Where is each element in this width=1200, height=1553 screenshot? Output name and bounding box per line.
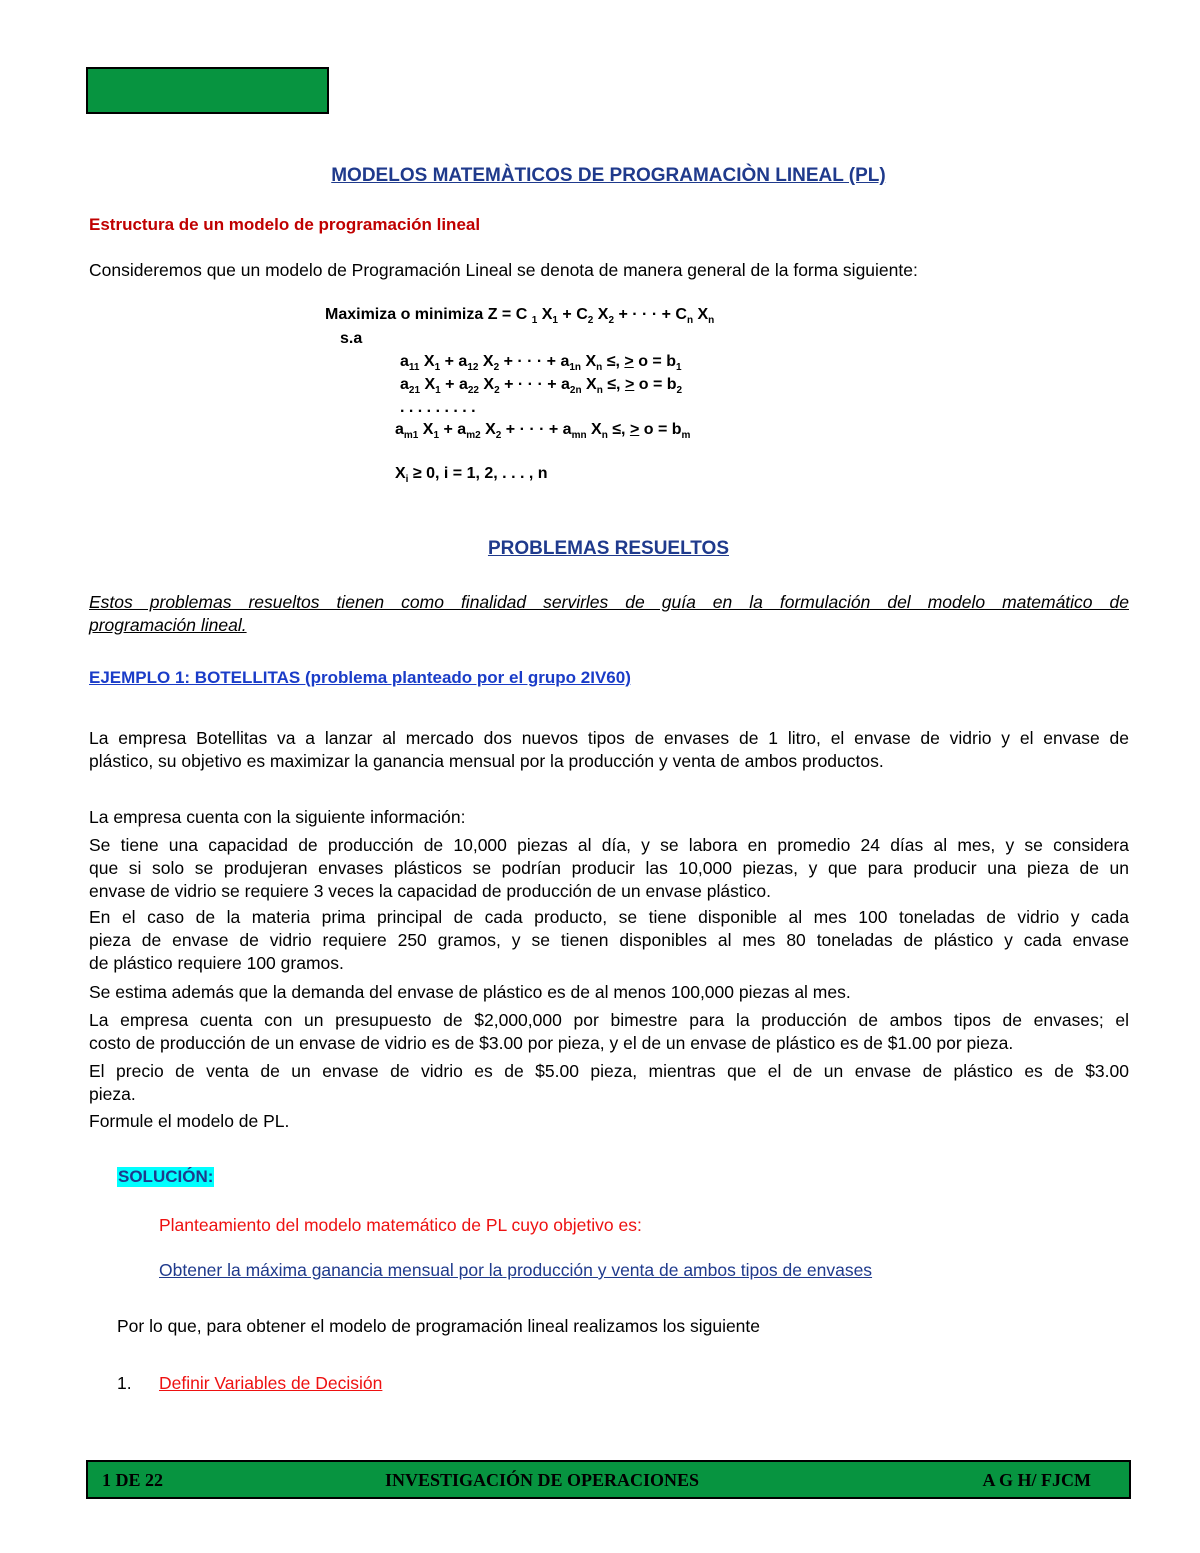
- text-line: que si solo se produjeran envases plásticos se podrían producir las 10,000 piezas, y que para producir una pieza de un: [89, 858, 1129, 878]
- example-paragraph-1: [89, 727, 1129, 773]
- example-paragraph-3: [89, 834, 1129, 903]
- model-constraint-2: $a_{21}$ $X_1 + a_{22}$ $X_2$ + · · · + $a_{2n}$ $X_n$ ≤, > $o = b_2$: [400, 376, 683, 397]
- header-green-box: [86, 67, 329, 114]
- model-constraint-1: $a_{11}$ $X_1 + a_{12}$ $X_2$ + · · · + $a_{1n}$ $X_n$ ≤, > $o = b_1$: [400, 353, 682, 374]
- example-paragraph-7: [89, 1060, 1129, 1106]
- text-line: plástico, su objetivo es maximizar la ganancia mensual por la producción y venta de ambos productos.: [89, 751, 884, 771]
- model-constraint-m: $a_{m1}$ $X_1 + a_{m2}$ $X_2$ + · · · + $a_{mn}$ $X_n$ ≤, > $o = b_m$: [395, 421, 691, 442]
- text-line: costo de producción de un envase de vidrio es de $3.00 por pieza, y el de un envase de plástico es de $1.00 por pieza.: [89, 1033, 1014, 1053]
- footer-page-number: 1 DE 22: [102, 1470, 164, 1490]
- problems-intro-line: Estos problemas resueltos tienen como finalidad servirles de guía en la formulación del modelo matemático de: [89, 592, 1129, 612]
- problems-intro-line: programación lineal.: [89, 615, 247, 635]
- text-line: La empresa cuenta con un presupuesto de $2,000,000 por bimestre para la producción de ambos tipos de envases; el: [89, 1010, 1129, 1030]
- footer-author: A G H/ FJCM: [982, 1470, 1091, 1490]
- problems-intro: [89, 591, 1129, 637]
- example-paragraph-4: [89, 906, 1129, 975]
- model-objective-prefix: Maximiza o minimiza Z = C: [325, 306, 528, 323]
- text-line: Se tiene una capacidad de producción de 10,000 piezas al día, y se labora en promedio 24 días al mes, y se considera: [89, 835, 1129, 855]
- example-paragraph-2: La empresa cuenta con la siguiente información:: [89, 807, 466, 827]
- solution-planteamiento: Planteamiento del modelo matemático de PL cuyo objetivo es:: [159, 1215, 642, 1235]
- model-dots: . . . . . . . . .: [400, 399, 476, 416]
- step-1-label[interactable]: Definir Variables de Decisión: [159, 1373, 383, 1393]
- text-line: La empresa Botellitas va a lanzar al mercado dos nuevos tipos de envases de 1 litro, el envase de vidrio y el envase de: [89, 728, 1129, 748]
- solution-steps-intro: Por lo que, para obtener el modelo de programación lineal realizamos los siguiente: [117, 1316, 761, 1336]
- step-1-number: 1.: [117, 1373, 132, 1393]
- solution-objective: Obtener la máxima ganancia mensual por la producción y venta de ambos tipos de envases: [159, 1260, 873, 1280]
- text-line: El precio de venta de un envase de vidrio es de $5.00 pieza, mientras que el de un envase de plástico es de $3.00: [89, 1061, 1129, 1081]
- text-line: pieza.: [89, 1084, 136, 1104]
- model-objective: Maximiza o minimiza Z = C $_1$ $X_1 + C_2$ $X_2$ + · · · + $C_n$ $X_n$: [325, 306, 715, 327]
- page-title: MODELOS MATEMÀTICOS DE PROGRAMACIÒN LINEAL (PL): [331, 165, 886, 186]
- section-subtitle: Estructura de un modelo de programación lineal: [89, 215, 481, 234]
- example-paragraph-5: Se estima además que la demanda del envase de plástico es de al menos 100,000 piezas al mes.: [89, 982, 851, 1002]
- text-line: de plástico requiere 100 gramos.: [89, 953, 344, 973]
- example-paragraph-8: Formule el modelo de PL.: [89, 1111, 290, 1131]
- page-footer: [86, 1460, 1131, 1499]
- example-title[interactable]: EJEMPLO 1: BOTELLITAS (problema planteado por el grupo 2IV60): [89, 668, 631, 687]
- text-line: En el caso de la materia prima principal de cada producto, se tiene disponible al mes 100 toneladas de vidrio y cada: [89, 907, 1129, 927]
- intro-paragraph: Consideremos que un modelo de Programación Lineal se denota de manera general de la forma siguiente:: [89, 260, 918, 280]
- example-paragraph-6: [89, 1009, 1129, 1055]
- nonneg-rest: ≥ 0, i = 1, 2, . . . , n: [408, 465, 548, 482]
- text-line: envase de vidrio se requiere 3 veces la capacidad de producción de un envase plástico.: [89, 881, 771, 901]
- model-nonnegativity: $X_i \ge 0$, i = 1, 2, . . . , n: [395, 465, 548, 486]
- nonneg-var: X: [395, 465, 406, 482]
- footer-course: INVESTIGACIÓN DE OPERACIONES: [385, 1470, 700, 1490]
- solution-label: SOLUCIÓN:: [118, 1167, 214, 1186]
- problems-title: PROBLEMAS RESUELTOS: [487, 538, 730, 559]
- model-st: s.a: [340, 330, 363, 347]
- text-line: pieza de envase de vidrio requiere 250 gramos, y se tienen disponibles al mes 80 toneladas de plástico y cada envase: [89, 930, 1129, 950]
